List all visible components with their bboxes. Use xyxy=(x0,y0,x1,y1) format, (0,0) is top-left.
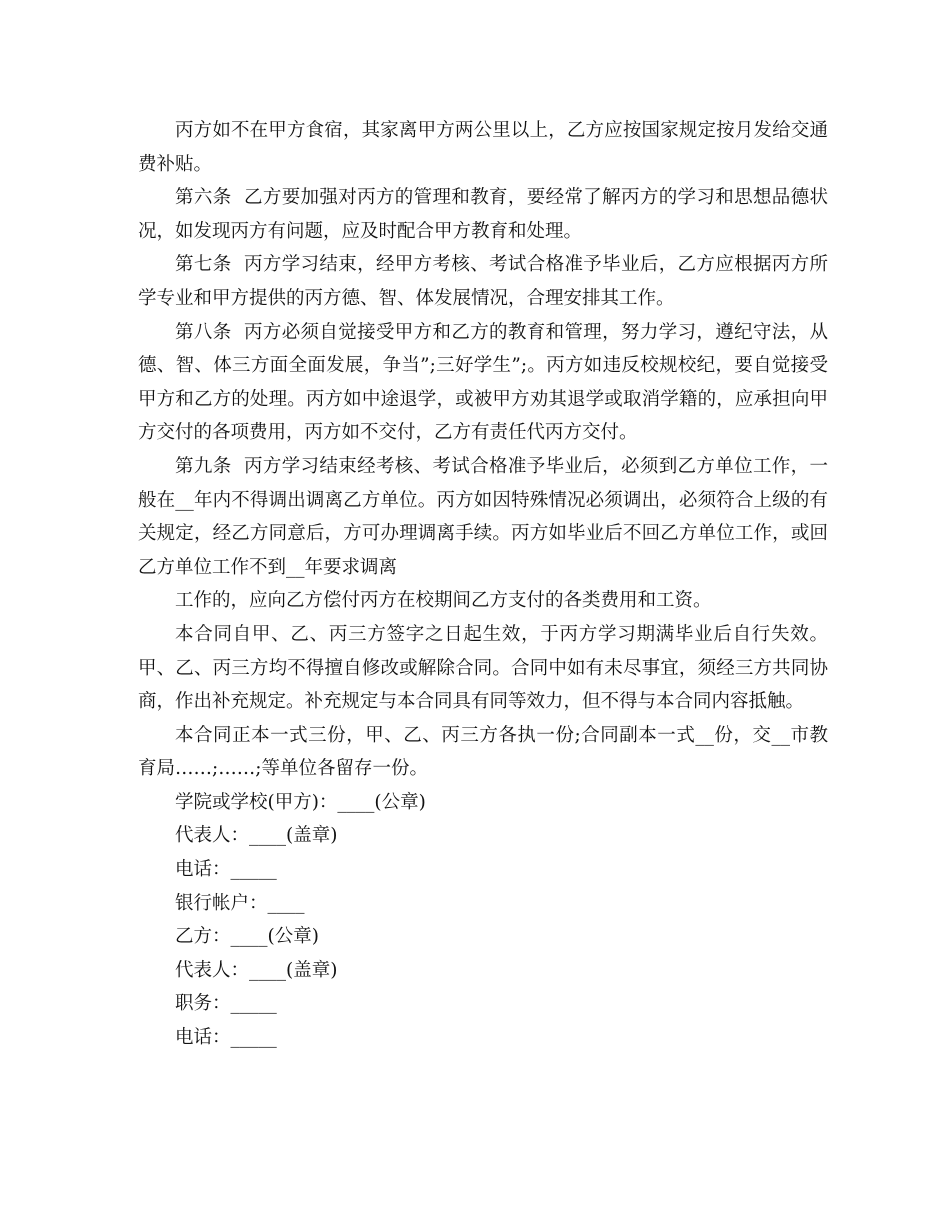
signature-party-b-representative: 代表人：____(盖章) xyxy=(175,959,338,981)
signature-party-b-position: 职务：_____ xyxy=(175,993,277,1015)
signature-party-b: 乙方：____(公章) xyxy=(175,926,319,948)
paragraph-effective-date: 本合同自甲、乙、丙三方签字之日起生效，于丙方学习期满毕业后自行失效。甲、乙、丙三方均不得擅自修改或解除合同。合同中如有未尽事宜，须经三方共同协商，作出补充规定。补充规定与本合同具有同等效力，但不得与本合同内容抵触。 xyxy=(138,623,828,713)
paragraph-article-7: 第七条 丙方学习结束，经甲方考核、考试合格准予毕业后，乙方应根据丙方所学专业和甲方提供的丙方德、智、体发展情况，合理安排其工作。 xyxy=(138,254,828,309)
signature-party-a-phone: 电话：_____ xyxy=(175,859,277,881)
paragraph-article-9: 第九条 丙方学习结束经考核、考试合格准予毕业后，必须到乙方单位工作，一般在__年内不得调出调离乙方单位。丙方如因特殊情况必须调出，必须符合上级的有关规定，经乙方同意后，方可办理调离手续。丙方如毕业后不回乙方单位工作，或回乙方单位工作不到__年要求调离 xyxy=(138,455,828,578)
signature-party-b-phone: 电话：_____ xyxy=(175,1027,277,1049)
paragraph-transport-subsidy: 丙方如不在甲方食宿，其家离甲方两公里以上，乙方应按国家规定按月发给交通费补贴。 xyxy=(138,120,828,175)
paragraph-article-9-continued: 工作的，应向乙方偿付丙方在校期间乙方支付的各类费用和工资。 xyxy=(175,590,712,612)
paragraph-copies: 本合同正本一式三份，甲、乙、丙三方各执一份;合同副本一式__份，交__市教育局……;……;等单位各留存一份。 xyxy=(138,724,828,780)
signature-party-a-representative: 代表人：____(盖章) xyxy=(175,825,338,847)
contract-body xyxy=(138,114,828,786)
paragraph-article-8: 第八条 丙方必须自觉接受甲方和乙方的教育和管理，努力学习，遵纪守法，从德、智、体三方面全面发展，争当”;三好学生”;。丙方如违反校规校纪，要自觉接受甲方和乙方的处理。丙方如中途退学，或被甲方劝其退学或取消学籍的，应承担向甲方交付的各项费用，丙方如不交付，乙方有责任代丙方交付。 xyxy=(138,321,828,444)
contract-page xyxy=(138,114,828,1055)
signature-block xyxy=(138,786,828,1055)
paragraph-article-6: 第六条 乙方要加强对丙方的管理和教育，要经常了解丙方的学习和思想品德状况，如发现丙方有问题，应及时配合甲方教育和处理。 xyxy=(138,187,828,242)
signature-party-a-school: 学院或学校(甲方)：____(公章) xyxy=(175,791,426,813)
signature-party-a-bank-account: 银行帐户：____ xyxy=(175,892,305,914)
